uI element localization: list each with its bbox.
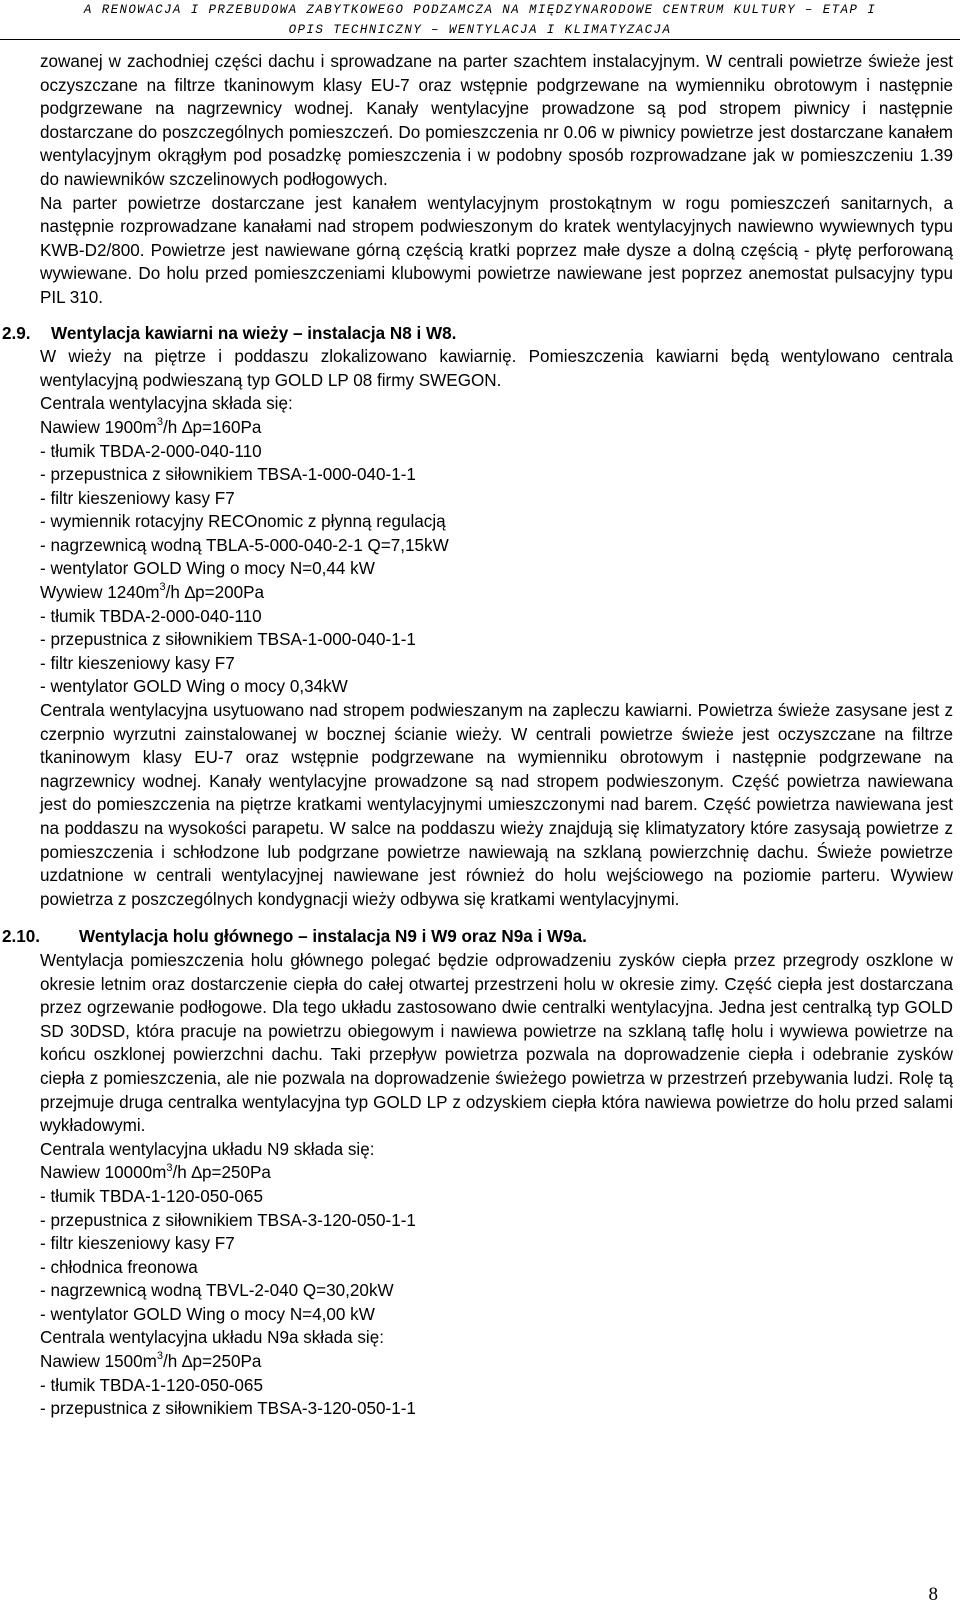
header-line-2: OPIS TECHNICZNY – WENTYLACJA I KLIMATYZACJA <box>288 23 672 37</box>
list-item: - chłodnica freonowa <box>40 1257 198 1277</box>
section-heading-2-10 <box>2 925 953 949</box>
list-item: - przepustnica z siłownikiem TBSA-3-120-050-1-1 <box>40 1210 416 1230</box>
page-header <box>0 0 960 40</box>
list-item: - przepustnica z siłownikiem TBSA-1-000-040-1-1 <box>40 465 416 485</box>
list-item: - tłumik TBDA-1-120-050-065 <box>40 1375 263 1395</box>
list-item: - tłumik TBDA-2-000-040-110 <box>40 606 262 626</box>
list-item: - wentylator GOLD Wing o mocy N=0,44 kW <box>40 559 375 579</box>
page-number: 8 <box>928 1584 938 1605</box>
header-rule <box>0 39 960 40</box>
list-item: - wentylator GOLD Wing o mocy N=4,00 kW <box>40 1304 375 1324</box>
unit-composition-label: Centrala wentylacyjna składa się: <box>40 394 293 414</box>
airflow-spec-nawiew: Nawiew $1900m^3/h$ ∆p=160Pa <box>40 416 262 437</box>
list-item: - filtr kieszeniowy kasy F7 <box>40 653 235 673</box>
list-item: - przepustnica z siłownikiem TBSA-3-120-050-1-1 <box>40 1399 416 1419</box>
nawiew-component-list <box>40 440 953 582</box>
section-2-9-intro: W wieży na piętrze i poddaszu zlokalizowano kawiarnię. Pomieszczenia kawiarni będą wentylowano centrala wentylacyjną podwieszaną typ GOLD LP 08 firmy SWEGON. <box>40 347 953 390</box>
n9a-component-list <box>40 1374 953 1421</box>
list-item: - wentylator GOLD Wing o mocy 0,34kW <box>40 677 348 697</box>
section-title: Wentylacja kawiarni na wieży – instalacja N8 i W8. <box>51 323 457 343</box>
list-item: - nagrzewnicą wodną TBLA-5-000-040-2-1 Q=7,15kW <box>40 535 449 555</box>
section-2-9-body: Centrala wentylacyjna usytuowano nad stropem podwieszanym na zapleczu kawiarni. Powietrza świeże zasysane jest z czerpnio wyrzutni zainstalowanej w bocznej ścianie wieży. W centrali powietrze świeże jest oczyszczane na filtrze tkaninowym klasy EU-7 oraz wstępnie podgrzewane na wymienniku obrotowym i następnie podgrzewane na nagrzewnicy wodnej. Kanały wentylacyjne prowadzone są nad stropem podwieszonym. Część powietrza nawiewana jest do pomieszczenia na piętrze kratkami wentylacyjnymi umieszczonymi nad barem. Część powietrza nawiewana jest na poddaszu na wysokości parapetu. W salce na poddaszu wieży znajdują się klimatyzatory które zasysają powietrze z pomieszczenia i schłodzone lub podgrzane powietrze nawiewają na szklaną powierzchnię dachu. Świeże powietrze uzdatnione w centrali wentylacyjnej nawiewane jest również do holu wejściowego na poziomie parteru. Wywiew powietrza z poszczególnych kondygnacji wieży odbywa się kratkami wentylacyjnymi. <box>40 701 953 909</box>
airflow-spec-n9a: Nawiew $1500m^3/h$ ∆p=250Pa <box>40 1350 262 1372</box>
section-number: 2.10. <box>2 927 41 947</box>
list-item: - tłumik TBDA-2-000-040-110 <box>40 441 262 461</box>
wywiew-component-list <box>40 605 953 699</box>
intro-paragraph-1: zowanej w zachodniej części dachu i sprowadzane na parter szachtem instalacyjnym. W centrali powietrze świeże jest oczyszczane na filtrze tkaninowym klasy EU-7 oraz wstępnie podgrzewane na wymienniku obrotowym i następnie podgrzewane na nagrzewnicy wodnej. Kanały wentylacyjne prowadzone są pod stropem piwnicy i następnie dostarczane do poszczególnych pomieszczeń. Do pomieszczenia nr 0.06 w piwnicy powietrze jest dostarczane kanałem wentylacyjnym okrągłym pod posadzkę pomieszczenia i w podobny sposób rozprowadzane jak w pomieszczeniu 1.39 do nawiewników szczelinowych podłogowych. <box>40 52 953 189</box>
list-item: - przepustnica z siłownikiem TBSA-1-000-040-1-1 <box>40 630 416 650</box>
intro-paragraph-2: Na parter powietrze dostarczane jest kanałem wentylacyjnym prostokątnym w rogu pomieszczeń sanitarnych, a następnie rozprowadzane kanałami nad stropem podwieszonym do kratek wentylacyjnych nawiewno wywiewnych typu KWB-D2/800. Powietrze jest nawiewane górną częścią kratki poprzez małe dysze a dolną częścią - płytę perforowaną wywiewane. Do holu przed pomieszczeniami klubowymi powietrze nawiewane jest poprzez anemostat pulsacyjny typu PIL 310. <box>40 193 953 307</box>
n9a-composition-label: Centrala wentylacyjna układu N9a składa się: <box>40 1328 384 1348</box>
n9-composition-label: Centrala wentylacyjna układu N9 składa się: <box>40 1139 375 1159</box>
n9-component-list <box>40 1185 953 1327</box>
section-title: Wentylacja holu głównego – instalacja N9 i W9 oraz N9a i W9a. <box>79 927 587 947</box>
list-item: - filtr kieszeniowy kasy F7 <box>40 1234 235 1254</box>
section-heading-2-9 <box>2 322 953 346</box>
list-item: - nagrzewnicą wodną TBVL-2-040 Q=30,20kW <box>40 1281 394 1301</box>
airflow-spec-wywiew: Wywiew $1240m^3/h$ ∆p=200Pa <box>40 581 265 603</box>
header-line-1: A RENOWACJA I PRZEBUDOWA ZABYTKOWEGO PODZAMCZA NA MIĘDZYNARODOWE CENTRUM KULTURY – ETAP I <box>83 3 877 17</box>
airflow-spec-n9: Nawiew $10000m^3/h$ ∆p=250Pa <box>40 1161 271 1183</box>
list-item: - tłumik TBDA-1-120-050-065 <box>40 1186 263 1206</box>
list-item: - filtr kieszeniowy kasy F7 <box>40 488 235 508</box>
list-item: - wymiennik rotacyjny RECOnomic z płynną regulacją <box>40 512 446 532</box>
document-body <box>2 50 953 1421</box>
section-number: 2.9. <box>2 323 31 343</box>
section-2-10-body: Wentylacja pomieszczenia holu głównego polegać będzie odprowadzeniu zysków ciepła przez przegrody oszklone w okresie letnim oraz dostarczenie ciepła do całej otwartej przestrzeni holu w okresie zimy. Część ciepła jest dostarczana przez ogrzewanie podłogowe. Dla tego układu zastosowano dwie centralki wentylacyjna. Jedna jest centralką typ GOLD SD 30DSD, która pracuje na powietrzu obiegowym i nawiewa powietrze na szklaną taflę holu i wywiewa powietrze na końcu oszklonej powierzchni dachu. Taki przepływ powietrza pozwala na doprowadzenie ciepła i odebranie zysków ciepła z pomieszczenia, ale nie pozwala na doprowadzenie świeżego powietrza w przestrzeń przebywania ludzi. Rolę tą przejmuje druga centralka wentylacyjna typ GOLD LP z odzyskiem ciepła która nawiewa powietrze do holu przed salami wykładowymi. <box>40 950 953 1136</box>
